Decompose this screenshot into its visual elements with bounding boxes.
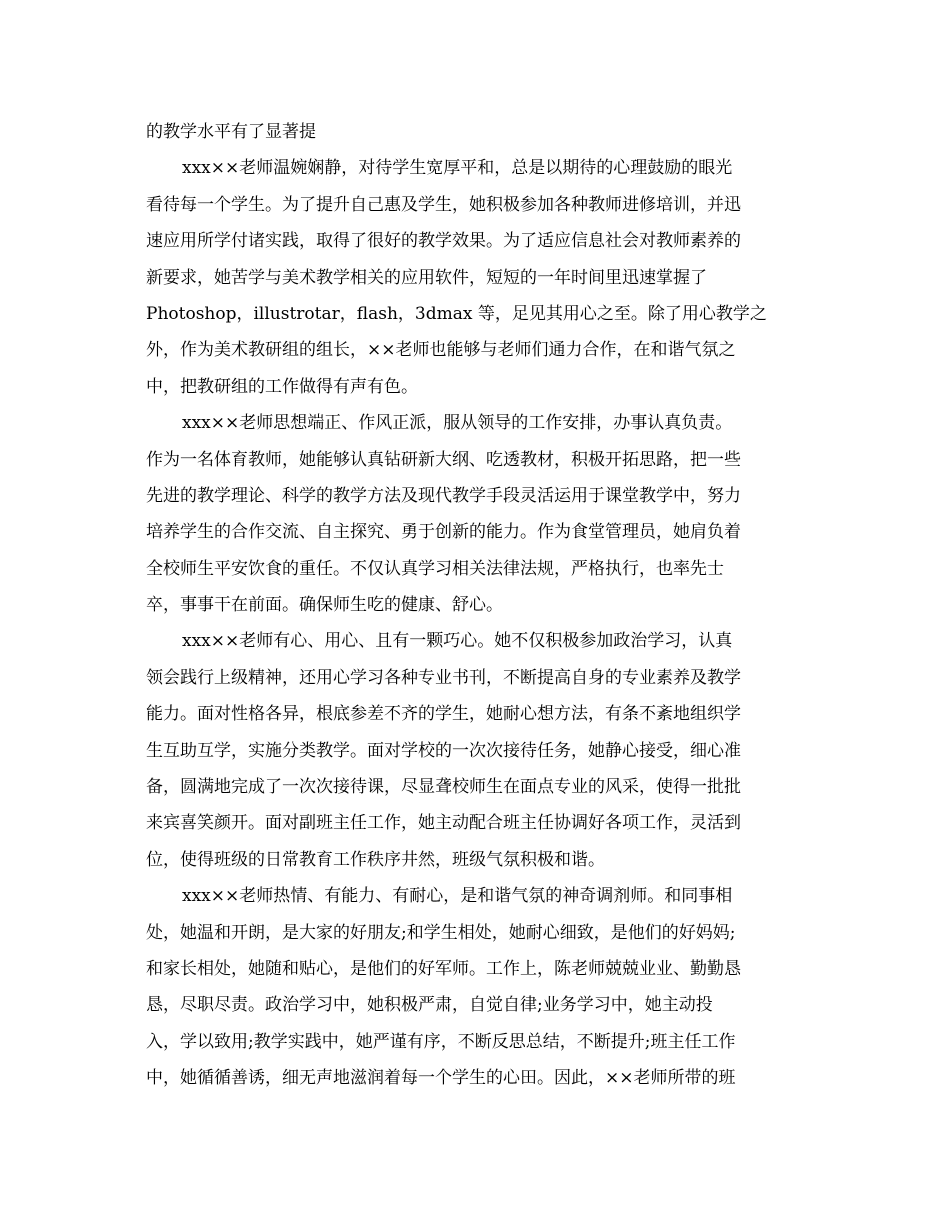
text-line: 备，圆满地完成了一次次接待课，尽显聋校师生在面点专业的风采，使得一批批 (146, 777, 741, 798)
text-line: xxx××老师热情、有能力、有耐心，是和谐气氛的神奇调剂师。和同事相 (182, 886, 733, 907)
text-line: 卒，事事干在前面。确保师生吃的健康、舒心。 (146, 595, 503, 616)
text-line: 生互助互学，实施分类教学。面对学校的一次次接待任务，她静心接受，细心准 (146, 740, 741, 761)
text-line: 位，使得班级的日常教育工作秩序井然，班级气氛积极和谐。 (146, 849, 605, 870)
text-line: 领会践行上级精神，还用心学习各种专业书刊，不断提高自身的专业素养及教学 (146, 667, 741, 688)
text-line: 看待每一个学生。为了提升自己惠及学生，她积极参加各种教师进修培训，并迅 (146, 194, 741, 215)
text-line: xxx××老师有心、用心、且有一颗巧心。她不仅积极参加政治学习，认真 (182, 631, 733, 652)
text-line: xxx××老师思想端正、作风正派，服从领导的工作安排，办事认真负责。 (182, 413, 733, 434)
text-line: 速应用所学付诸实践，取得了很好的教学效果。为了适应信息社会对教师素养的 (146, 231, 741, 252)
text-line: 作为一名体育教师，她能够认真钻研新大纲、吃透教材，积极开拓思路，把一些 (146, 449, 741, 470)
text-line: 新要求，她苦学与美术教学相关的应用软件，短短的一年时间里迅速掌握了 (146, 267, 707, 288)
text-line: 中，她循循善诱，细无声地滋润着每一个学生的心田。因此，××老师所带的班 (146, 1068, 736, 1089)
document-body (146, 114, 802, 1097)
text-line: 外，作为美术教研组的组长，××老师也能够与老师们通力合作，在和谐气氛之 (146, 340, 736, 361)
text-line: Photoshop，illustrotar，flash，3dmax 等，足见其用心之至。除了用心教学之 (146, 303, 767, 324)
text-line: 恳，尽职尽责。政治学习中，她积极严肃，自觉自律;业务学习中，她主动投 (146, 995, 713, 1016)
text-line: 来宾喜笑颜开。面对副班主任工作，她主动配合班主任协调好各项工作，灵活到 (146, 813, 741, 834)
text-line: 的教学水平有了显著提 (146, 122, 316, 142)
text-line: 培养学生的合作交流、自主探究、勇于创新的能力。作为食堂管理员，她肩负着 (146, 522, 741, 543)
text-line: 和家长相处，她随和贴心，是他们的好军师。工作上，陈老师兢兢业业、勤勤恳 (146, 958, 741, 979)
text-line: 入，学以致用;教学实践中，她严谨有序，不断反思总结，不断提升;班主任工作 (146, 1031, 736, 1052)
text-line: xxx××老师温婉娴静，对待学生宽厚平和，总是以期待的心理鼓励的眼光 (182, 158, 733, 179)
text-line: 能力。面对性格各异，根底参差不齐的学生，她耐心想方法，有条不紊地组织学 (146, 704, 741, 725)
text-line: 处，她温和开朗，是大家的好朋友;和学生相处，她耐心细致，是他们的好妈妈; (146, 922, 736, 943)
text-line: 先进的教学理论、科学的教学方法及现代教学手段灵活运用于课堂教学中，努力 (146, 485, 741, 506)
text-line: 全校师生平安饮食的重任。不仅认真学习相关法律法规，严格执行，也率先士 (146, 558, 724, 579)
text-line: 中，把教研组的工作做得有声有色。 (146, 376, 418, 397)
